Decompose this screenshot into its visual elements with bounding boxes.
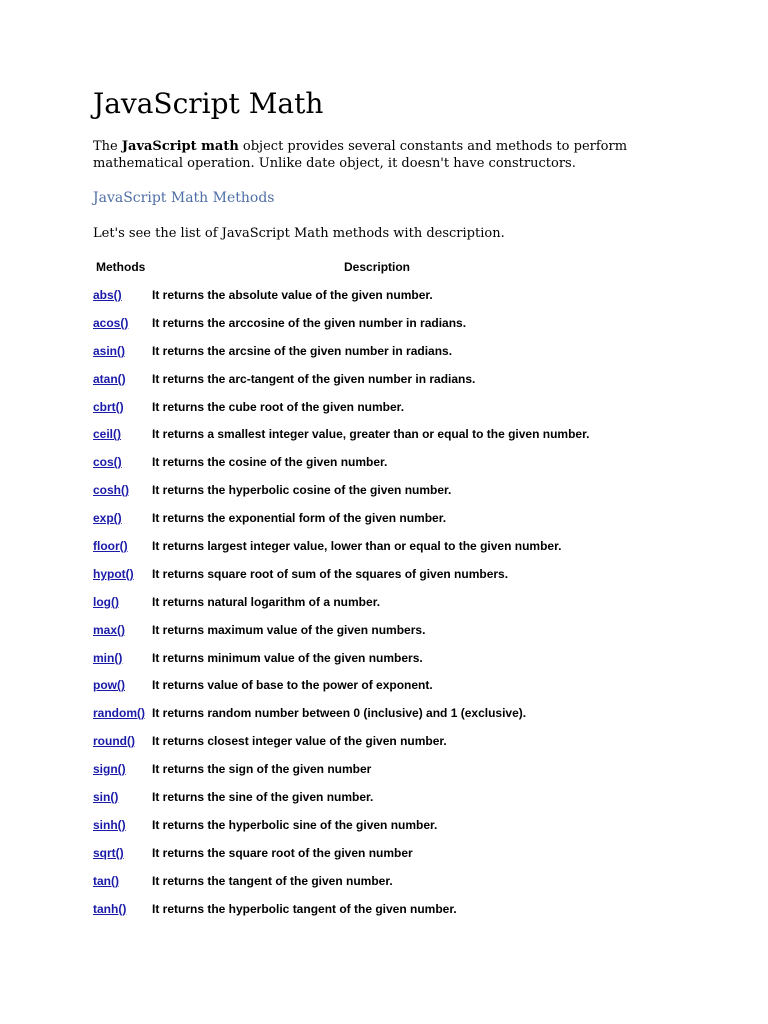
method-description: It returns largest integer value, lower than or equal to the given number. — [152, 539, 562, 554]
intro-suffix: object provides several constants and methods to perform mathematical operation. Unlike date object, it doesn't have constructors. — [93, 139, 628, 171]
method-link[interactable]: random() — [93, 706, 145, 721]
lead-paragraph: Let's see the list of JavaScript Math methods with description. — [93, 226, 505, 241]
method-link[interactable]: tanh() — [93, 901, 127, 916]
column-header-description: Description — [344, 260, 411, 274]
method-description: It returns the cosine of the given number. — [152, 455, 388, 470]
method-description: It returns closest integer value of the given number. — [152, 734, 447, 749]
table-row — [93, 874, 733, 902]
table-row — [93, 427, 733, 455]
table-row — [93, 651, 733, 679]
method-description: It returns the square root of the given number — [152, 845, 413, 860]
method-link[interactable]: sinh() — [93, 817, 126, 832]
intro-prefix: The — [93, 139, 122, 154]
method-description: It returns the arccosine of the given number in radians. — [152, 315, 467, 330]
method-link[interactable]: cbrt() — [93, 399, 124, 414]
table-body — [93, 288, 733, 929]
method-description: It returns the sine of the given number. — [152, 790, 374, 805]
method-link[interactable]: cos() — [93, 455, 122, 470]
method-description: It returns square root of sum of the squares of given numbers. — [152, 566, 509, 581]
method-link[interactable]: log() — [93, 594, 119, 609]
method-description: It returns random number between 0 (inclusive) and 1 (exclusive). — [152, 706, 527, 721]
method-link[interactable]: atan() — [93, 371, 126, 386]
method-link[interactable]: pow() — [93, 678, 125, 693]
section-heading: JavaScript Math Methods — [93, 190, 275, 206]
method-description: It returns the cube root of the given number. — [152, 399, 405, 414]
table-row — [93, 483, 733, 511]
table-header — [93, 258, 733, 278]
method-link[interactable]: exp() — [93, 511, 122, 526]
method-description: It returns natural logarithm of a number. — [152, 594, 381, 609]
table-row — [93, 790, 733, 818]
method-link[interactable]: asin() — [93, 343, 126, 358]
table-row — [93, 706, 733, 734]
method-link[interactable]: min() — [93, 650, 123, 665]
method-link[interactable]: acos() — [93, 315, 129, 330]
method-description: It returns the absolute value of the given number. — [152, 288, 433, 302]
method-link[interactable]: floor() — [93, 539, 128, 554]
methods-table — [93, 258, 733, 916]
table-row — [93, 762, 733, 790]
table-row — [93, 902, 733, 930]
method-description: It returns the hyperbolic sine of the given number. — [152, 817, 438, 832]
method-description: It returns the arc-tangent of the given number in radians. — [152, 371, 476, 386]
method-description: It returns the tangent of the given number. — [152, 873, 393, 888]
method-link[interactable]: abs() — [93, 288, 122, 302]
method-link[interactable]: hypot() — [93, 566, 134, 581]
method-description: It returns value of base to the power of exponent. — [152, 678, 433, 693]
table-row — [93, 511, 733, 539]
table-row — [93, 818, 733, 846]
method-description: It returns a smallest integer value, greater than or equal to the given number. — [152, 427, 590, 442]
method-link[interactable]: round() — [93, 734, 135, 749]
method-link[interactable]: sqrt() — [93, 845, 124, 860]
table-row — [93, 539, 733, 567]
table-row — [93, 567, 733, 595]
table-row — [93, 288, 733, 316]
method-description: It returns the hyperbolic tangent of the given number. — [152, 901, 457, 916]
method-description: It returns the hyperbolic cosine of the given number. — [152, 483, 452, 498]
table-row — [93, 455, 733, 483]
intro-bold-term: JavaScript math — [121, 139, 239, 154]
table-row — [93, 316, 733, 344]
table-row — [93, 400, 733, 428]
method-link[interactable]: tan() — [93, 873, 119, 888]
method-link[interactable]: sin() — [93, 790, 119, 805]
method-description: It returns the sign of the given number — [152, 762, 372, 777]
table-row — [93, 344, 733, 372]
method-description: It returns maximum value of the given numbers. — [152, 622, 426, 637]
method-description: It returns the arcsine of the given number in radians. — [152, 343, 453, 358]
intro-paragraph — [93, 138, 653, 172]
table-row — [93, 846, 733, 874]
method-link[interactable]: cosh() — [93, 483, 129, 498]
table-row — [93, 734, 733, 762]
table-row — [93, 678, 733, 706]
method-description: It returns minimum value of the given numbers. — [152, 650, 423, 665]
page-title: JavaScript Math — [93, 87, 324, 120]
table-row — [93, 372, 733, 400]
method-link[interactable]: sign() — [93, 762, 126, 777]
method-description: It returns the exponential form of the given number. — [152, 511, 447, 526]
table-row — [93, 595, 733, 623]
column-header-methods: Methods — [96, 260, 146, 274]
method-link[interactable]: max() — [93, 622, 126, 637]
method-link[interactable]: ceil() — [93, 427, 122, 442]
table-row — [93, 623, 733, 651]
